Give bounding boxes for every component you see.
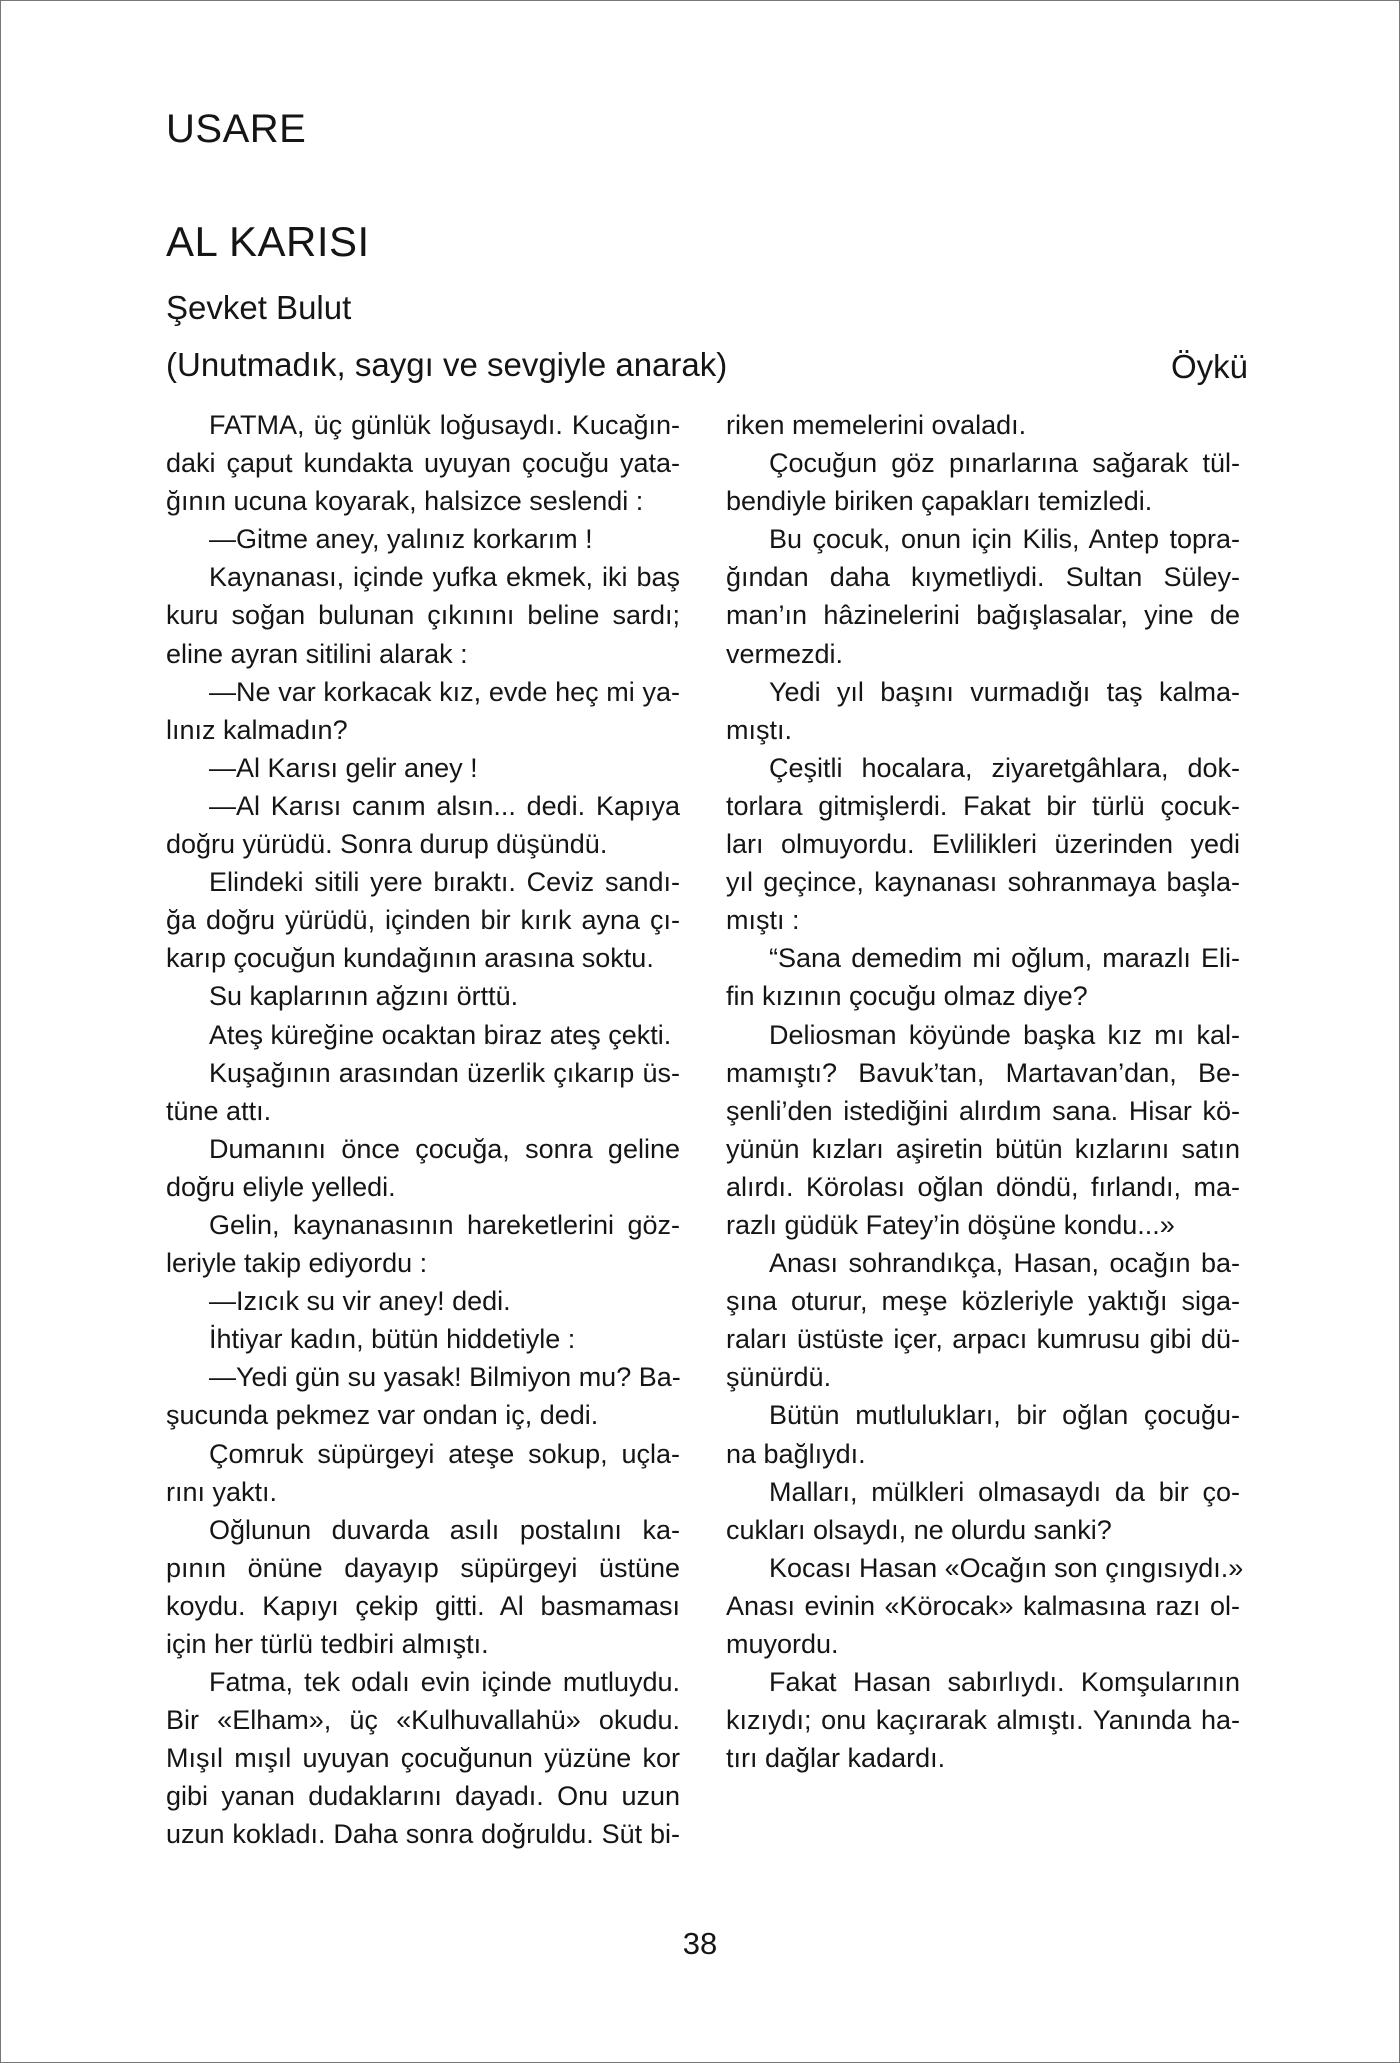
text-line: torlara gitmişlerdi. Fakat bir türlü çocuk- [726, 790, 1240, 821]
text-line: —Al Karısı gelir aney ! [209, 752, 478, 783]
text-line: man’ın hâzinelerini bağışlasalar, yine de [726, 600, 1240, 631]
text-line: Oğlunun duvarda asılı postalını ka- [209, 1514, 680, 1545]
text-line: Su kaplarının ağzını örttü. [209, 981, 519, 1012]
text-line: —Izıcık su vir aney! dedi. [209, 1286, 511, 1317]
text-line: pının önüne dayayıp süpürgeyi üstüne [166, 1552, 680, 1583]
text-line: gibi yanan dudaklarını dayadı. Onu uzun [166, 1781, 680, 1812]
story-title: AL KARISI [166, 218, 370, 265]
text-line: şına oturur, meşe közleriyle yaktığı siga- [726, 1286, 1240, 1317]
text-line: vermezdi. [726, 638, 844, 669]
section-header: USARE [166, 107, 307, 151]
text-line: mıştı. [726, 714, 792, 745]
text-line: uzun kokladı. Daha sonra doğruldu. Süt bi- [166, 1819, 680, 1850]
text-line: lınız kalmadın? [166, 714, 348, 745]
text-line: yünün kızları aşiretin bütün kızlarını satın [726, 1133, 1240, 1164]
text-line: razlı güdük Fatey’in döşüne kondu...» [726, 1209, 1175, 1240]
author-name: Şevket Bulut [166, 289, 352, 326]
text-line: karıp çocuğun kundağının arasına soktu. [166, 943, 654, 974]
text-line: Kocası Hasan «Ocağın son çıngısıydı.» [769, 1552, 1244, 1583]
text-line: na bağlıydı. [726, 1438, 866, 1469]
text-line: bendiyle biriken çapakları temizledi. [726, 486, 1153, 517]
text-line: daki çaput kundakta uyuyan çocuğu yata- [166, 448, 680, 479]
text-line: Anası evinin «Körocak» kalmasına razı ol- [726, 1590, 1240, 1621]
text-line: mamıştı? Bavuk’tan, Martavan’dan, Be- [726, 1057, 1240, 1088]
text-line: şenli’den istediğini alırdım sana. Hisar kö- [726, 1095, 1240, 1126]
text-line: ğa doğru yürüdü, içinden bir kırık ayna çı- [166, 905, 680, 936]
text-line: Fakat Hasan sabırlıydı. Komşularının [769, 1667, 1240, 1698]
text-line: Deliosman köyünde başka kız mı kal- [769, 1019, 1240, 1050]
text-line: için her türlü tedbiri almıştı. [166, 1629, 489, 1659]
text-line: “Sana demedim mi oğlum, marazlı Eli- [769, 943, 1240, 974]
text-line: eline ayran sitilini alarak : [166, 638, 468, 669]
text-line: ları olmuyordu. Evlilikleri üzerinden yedi [726, 829, 1240, 860]
text-line: rını yaktı. [166, 1476, 278, 1507]
text-line: Kaynanası, içinde yufka ekmek, iki baş [209, 562, 680, 593]
text-line: Ateş küreğine ocaktan biraz ateş çekti. [209, 1019, 672, 1050]
text-line: ğının ucuna koyarak, halsizce seslendi : [166, 486, 644, 517]
text-line: yıl geçince, kaynanası sohranmaya başla- [726, 867, 1240, 898]
text-line: doğru eliyle yelledi. [166, 1171, 396, 1202]
dedication: (Unutmadık, saygı ve sevgiyle anarak) [166, 346, 728, 383]
text-line: Fatma, tek odalı evin içinde mutluydu. [209, 1667, 680, 1698]
text-line: Bir «Elham», üç «Kulhuvallahü» okudu. [166, 1705, 680, 1736]
text-line: kızıydı; onu kaçırarak almıştı. Yanında ha- [726, 1705, 1240, 1736]
text-line: Yedi yıl başını vurmadığı taş kalma- [769, 676, 1240, 707]
text-line: Çocuğun göz pınarlarına sağarak tül- [769, 448, 1240, 479]
text-line: İhtiyar kadın, bütün hiddetiyle : [209, 1324, 576, 1355]
text-line: ğından daha kıymetliydi. Sultan Süley- [726, 562, 1240, 593]
text-line: riken memelerini ovaladı. [726, 410, 1027, 440]
text-line: Bu çocuk, onun için Kilis, Antep topra- [769, 524, 1240, 555]
text-line: Malları, mülkleri olmasaydı da bir ço- [769, 1476, 1240, 1507]
text-line: Çeşitli hocalara, ziyaretgâhlara, dok- [769, 752, 1240, 783]
text-line: Bütün mutlulukları, bir oğlan çocuğu- [769, 1400, 1240, 1431]
text-line: şünürdü. [726, 1362, 832, 1393]
text-line: Çomruk süpürgeyi ateşe sokup, uçla- [209, 1438, 680, 1469]
text-line: Elindeki sitili yere bıraktı. Ceviz sandı- [209, 867, 680, 898]
genre-label: Öykü [1170, 348, 1248, 385]
text-line: Kuşağının arasından üzerlik çıkarıp üs- [209, 1057, 680, 1088]
text-line: muyordu. [726, 1629, 839, 1659]
text-column-right [726, 406, 1244, 1777]
text-line: —Al Karısı canım alsın... dedi. Kapıya [209, 790, 680, 821]
page-number: 38 [682, 1926, 718, 1961]
text-line: şucunda pekmez var ondan iç, dedi. [166, 1400, 599, 1431]
text-line: Dumanını önce çocuğa, sonra geline [209, 1133, 680, 1164]
text-line: Anası sohrandıkça, Hasan, ocağın ba- [769, 1248, 1240, 1279]
text-line: FATMA, üç günlük loğusaydı. Kucağın- [209, 410, 680, 440]
text-line: fin kızının çocuğu olmaz diye? [726, 981, 1088, 1012]
text-line: tüne attı. [166, 1095, 272, 1126]
text-line: koydu. Kapıyı çekip gitti. Al basmaması [166, 1590, 680, 1621]
text-line: kuru soğan bulunan çıkınını beline sardı; [166, 600, 680, 631]
text-line: alırdı. Körolası oğlan döndü, fırlandı, ma- [726, 1171, 1240, 1202]
text-line: mıştı : [726, 905, 800, 936]
text-line: raları üstüste içer, arpacı kumrusu gibi dü- [726, 1324, 1240, 1355]
text-line: Gelin, kaynanasının hareketlerini göz- [209, 1209, 680, 1240]
text-line: —Gitme aney, yalınız korkarım ! [209, 524, 593, 555]
text-line: Mışıl mışıl uyuyan çocuğunun yüzüne kor [166, 1743, 680, 1774]
text-line: cukları olsaydı, ne olurdu sanki? [726, 1514, 1112, 1545]
text-line: doğru yürüdü. Sonra durup düşündü. [166, 829, 608, 860]
text-line: —Ne var korkacak kız, evde heç mi ya- [209, 676, 680, 707]
text-line: tırı dağlar kadardı. [726, 1743, 946, 1774]
text-column-left [166, 406, 680, 1854]
text-line: leriyle takip ediyordu : [166, 1248, 428, 1279]
text-line: —Yedi gün su yasak! Bilmiyon mu? Ba- [209, 1362, 681, 1393]
